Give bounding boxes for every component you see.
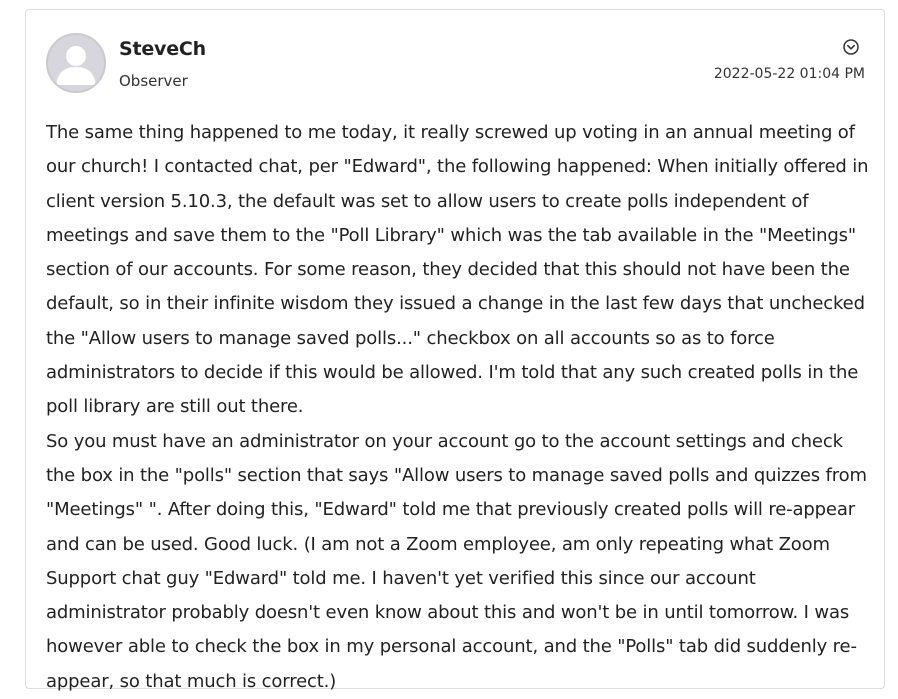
author-name[interactable]: SteveCh [119,38,206,60]
author-rank: Observer [119,72,188,90]
post-paragraph: The same thing happened to me today, it really screwed up voting in an annual meeting of our church! I contacted chat, per "Edward", the following happened: When initially offered in client version 5.10.3, the default was set to allow users to create polls independent of meetings and save them to the "Poll Library" which was the tab available in the "Meetings" section of our accounts. For some reason, they decided that this should not have been the default, so in their infinite wisdom they issued a change in the last few days that unchecked the "Allow users to manage saved polls..." checkbox on all accounts so as to force administrators to decide if this would be allowed. I'm told that any such created polls in the poll library are still out there. [46,122,869,418]
post-body [46,116,872,699]
default-user-avatar-icon[interactable] [46,33,106,93]
forum-post [25,9,885,692]
chevron-down-circle-icon[interactable] [842,38,860,56]
post-timestamp: 2022-05-22 01:04 PM [713,66,865,82]
post-paragraph: So you must have an administrator on your account go to the account settings and check the box in the "polls" section that says "Allow users to manage saved polls and quizzes from "Meetings" ". After doing this, "Edward" told me that previously created polls will re-appear and can be used. Good luck. (I am not a Zoom employee, am only repeating what Zoom Support chat guy "Edward" told me. I haven't yet verified this since our account administrator probably doesn't even know about this and won't be in until tomorrow. I was however able to check the box in my personal account, and the "Polls" tab did suddenly re-appear, so that much is correct.) [46,430,867,692]
